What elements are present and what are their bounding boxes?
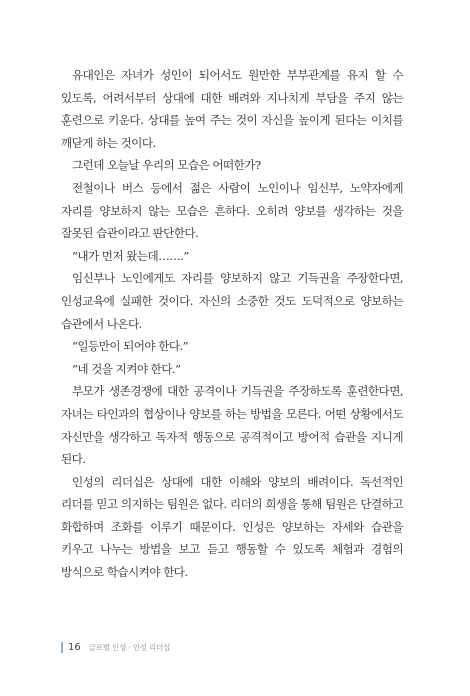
paragraph: 임신부나 노인에게도 자리를 양보하지 않고 기득권을 주장한다면, 인성교육에 실패한 것이다. 자신의 소중한 것도 도덕적으로 양보하는 습관에서 나온다. [61,271,403,331]
paragraph: 부모가 생존경쟁에 대한 공격이나 기득권을 주장하도록 훈련한다면, 자녀는 타인과의 협상이나 양보를 하는 방법을 모른다. 어떤 상황에서도 자신만을 생각하고 독자적 행동으로 공격적이고 방어적 습관을 지니게 된다. [61,384,403,467]
paragraph: 전철이나 버스 등에서 젊은 사람이 노인이나 임신부, 노약자에게 자리를 양보하지 않는 모습은 흔하다. 오히려 양보를 생각하는 것을 잘못된 습관이라고 판단한다. [61,180,403,241]
body-text [61,64,403,584]
page-number: 16 [68,641,81,653]
paragraph: 유대인은 자녀가 성인이 되어서도 원만한 부부관계를 유지 할 수 있도록, 어려서부터 상대에 대한 배려와 지나치게 부담을 주지 않는 훈련으로 키운다. 상대를 높여 주는 것이 자신을 높이게 된다는 이치를 깨닫게 하는 것이다. [61,68,403,150]
paragraph: 그런데 오늘날 우리의 모습은 어떠한가? [72,158,261,173]
paragraph: 인성의 리더십은 상대에 대한 이해와 양보의 배려이다. 독선적인 리더를 믿고 의지하는 팀원은 없다. 리더의 희생을 통해 팀원은 단결하고 화합하며 조화를 이루기 때문이다. 인성은 양보하는 자세와 습관을 키우고 나누는 방법을 보고 듣고 행동할 수 있도록 체험과 경험의 방식으로 학습시켜야 한다. [61,474,403,580]
page-footer [61,640,170,654]
footer-accent-bar [61,642,63,653]
quote-paragraph: “내가 먼저 왔는데…….” [72,248,189,263]
running-title: 글로벌 인성 · 인성 리더십 [88,642,171,652]
quote-paragraph: “일등만이 되어야 한다.” [72,339,189,354]
quote-paragraph: “네 것을 지켜야 한다.” [72,361,181,376]
